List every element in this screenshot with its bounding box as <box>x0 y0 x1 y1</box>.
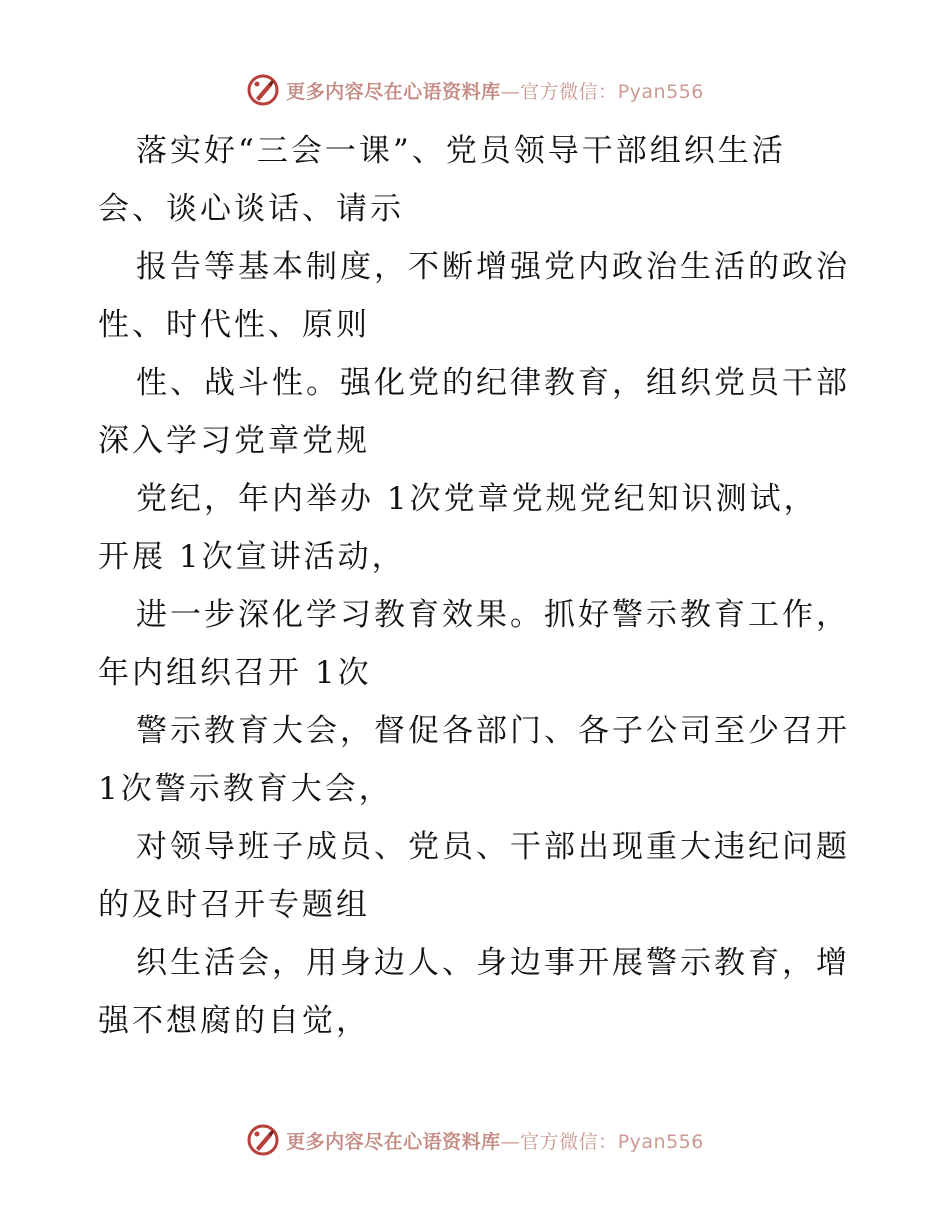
text-line: 会、谈心谈话、请示 <box>98 191 404 227</box>
text-line: 的及时召开专题组 <box>98 887 370 923</box>
text-line: 党纪，年内举办 1次党章党规党纪知识测试， <box>136 481 818 517</box>
text-line: 深入学习党章党规 <box>98 423 370 459</box>
text-line: 年内组织召开 1次 <box>98 655 372 691</box>
text-line: 强不想腐的自觉， <box>98 1003 370 1039</box>
text-line: 警示教育大会，督促各部门、各子公司至少召开 <box>136 713 850 749</box>
text-line: 织生活会，用身边人、身边事开展警示教育，增 <box>136 945 850 981</box>
text-line: 开展 1次宣讲活动， <box>98 539 406 575</box>
text-line: 性、时代性、原则 <box>98 307 370 343</box>
text-line: 进一步深化学习教育效果。抓好警示教育工作， <box>136 597 850 633</box>
document-body <box>98 122 858 1050</box>
text-line: 落实好“三会一课”、党员领导干部组织生活 <box>136 133 786 169</box>
pen-logo-icon <box>246 73 280 107</box>
watermark-brand: 更多内容尽在心语资料库 <box>286 80 501 103</box>
text-line: 性、战斗性。强化党的纪律教育，组织党员干部 <box>136 365 850 401</box>
pen-logo-icon <box>246 1123 280 1157</box>
watermark-dash: — <box>500 80 521 103</box>
text-line: 报告等基本制度，不断增强党内政治生活的政治 <box>136 249 850 285</box>
watermark-account: Pyan556 <box>617 1130 704 1153</box>
watermark-suffix: 官方微信： <box>520 1130 618 1153</box>
text-line: 对领导班子成员、党员、干部出现重大违纪问题 <box>136 829 850 865</box>
watermark-suffix: 官方微信： <box>520 80 618 103</box>
text-line: 1次警示教育大会， <box>98 771 393 807</box>
watermark-text <box>286 1127 704 1154</box>
watermark-dash: — <box>500 1130 521 1153</box>
footer-watermark <box>0 1120 950 1160</box>
watermark-brand: 更多内容尽在心语资料库 <box>286 1130 501 1153</box>
watermark-text <box>286 77 704 104</box>
header-watermark <box>0 70 950 110</box>
watermark-account: Pyan556 <box>617 80 704 103</box>
